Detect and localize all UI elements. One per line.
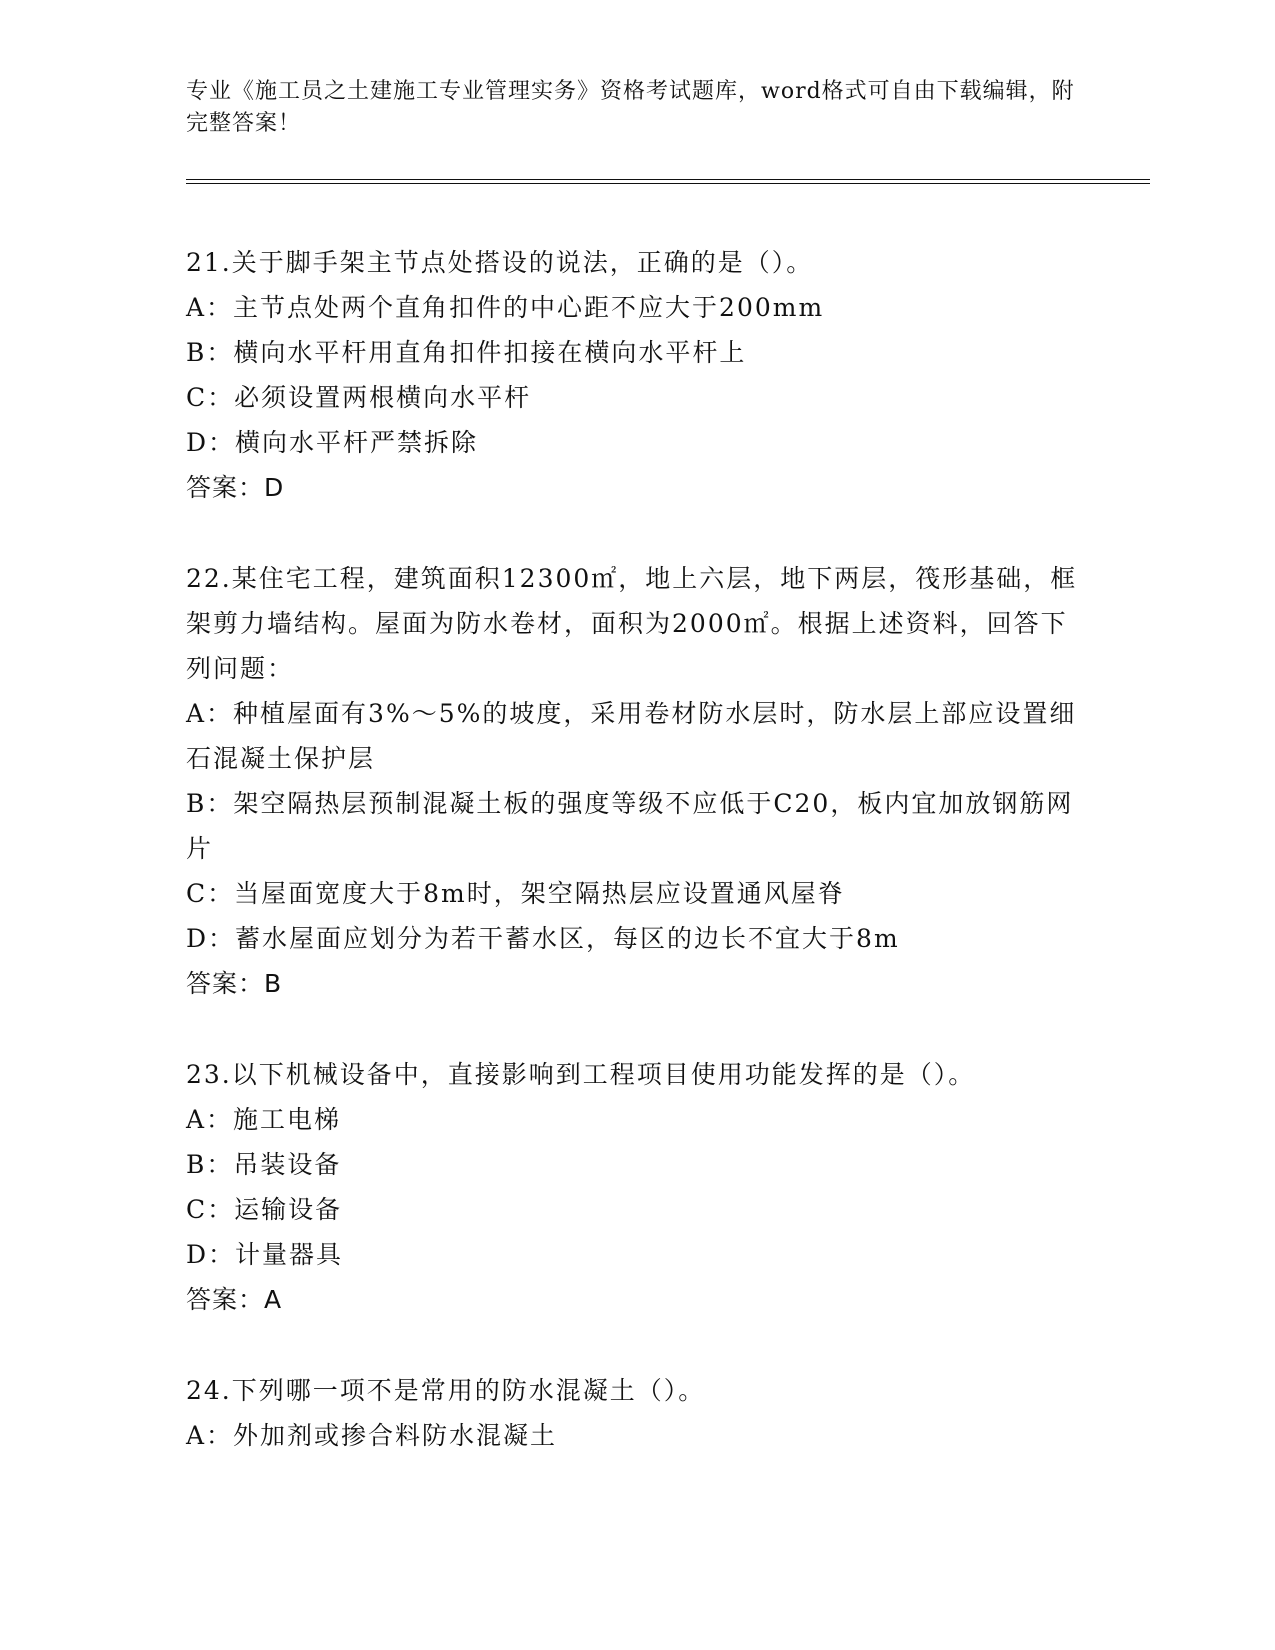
answer-line: 答案：D [186,473,285,502]
option-c: C：必须设置两根横向水平杆 [186,383,532,412]
answer-line: 答案：B [186,969,283,998]
answer-line: 答案：A [186,1285,283,1314]
header-divider-top [186,179,1150,180]
option-c: C：运输设备 [186,1195,343,1224]
question-list [186,240,1086,1504]
option-a: A：外加剂或掺合料防水混凝土 [186,1421,558,1450]
option-d: D：蓄水屋面应划分为若干蓄水区，每区的边长不宜大于8m [186,924,900,953]
option-b: B：架空隔热层预制混凝土板的强度等级不应低于C20，板内宜加放钢筋网片 [186,789,1074,863]
option-a: A：施工电梯 [186,1105,342,1134]
question-24 [186,1368,1086,1458]
option-a: A：种植屋面有3%～5%的坡度，采用卷材防水层时，防水层上部应设置细石混凝土保护层 [186,699,1077,773]
document-header: 专业《施工员之土建施工专业管理实务》资格考试题库，word格式可自由下载编辑，附完整答案！ [186,79,1075,136]
header-divider-bottom [186,183,1150,184]
option-a: A：主节点处两个直角扣件的中心距不应大于200mm [186,293,825,322]
question-22 [186,556,1086,1006]
option-c: C：当屋面宽度大于8m时，架空隔热层应设置通风屋脊 [186,879,845,908]
question-stem: 23.以下机械设备中，直接影响到工程项目使用功能发挥的是（）。 [186,1060,976,1089]
question-stem: 24.下列哪一项不是常用的防水混凝土（）。 [186,1376,706,1405]
option-d: D：横向水平杆严禁拆除 [186,428,479,457]
question-stem: 22.某住宅工程，建筑面积12300㎡，地上六层，地下两层，筏形基础，框架剪力墙结构。屋面为防水卷材，面积为2000㎡。根据上述资料，回答下列问题： [186,564,1078,683]
question-21 [186,240,1086,510]
option-d: D：计量器具 [186,1240,344,1269]
question-stem: 21.关于脚手架主节点处搭设的说法，正确的是（）。 [186,248,814,277]
option-b: B：吊装设备 [186,1150,342,1179]
option-b: B：横向水平杆用直角扣件扣接在横向水平杆上 [186,338,747,367]
question-23 [186,1052,1086,1322]
